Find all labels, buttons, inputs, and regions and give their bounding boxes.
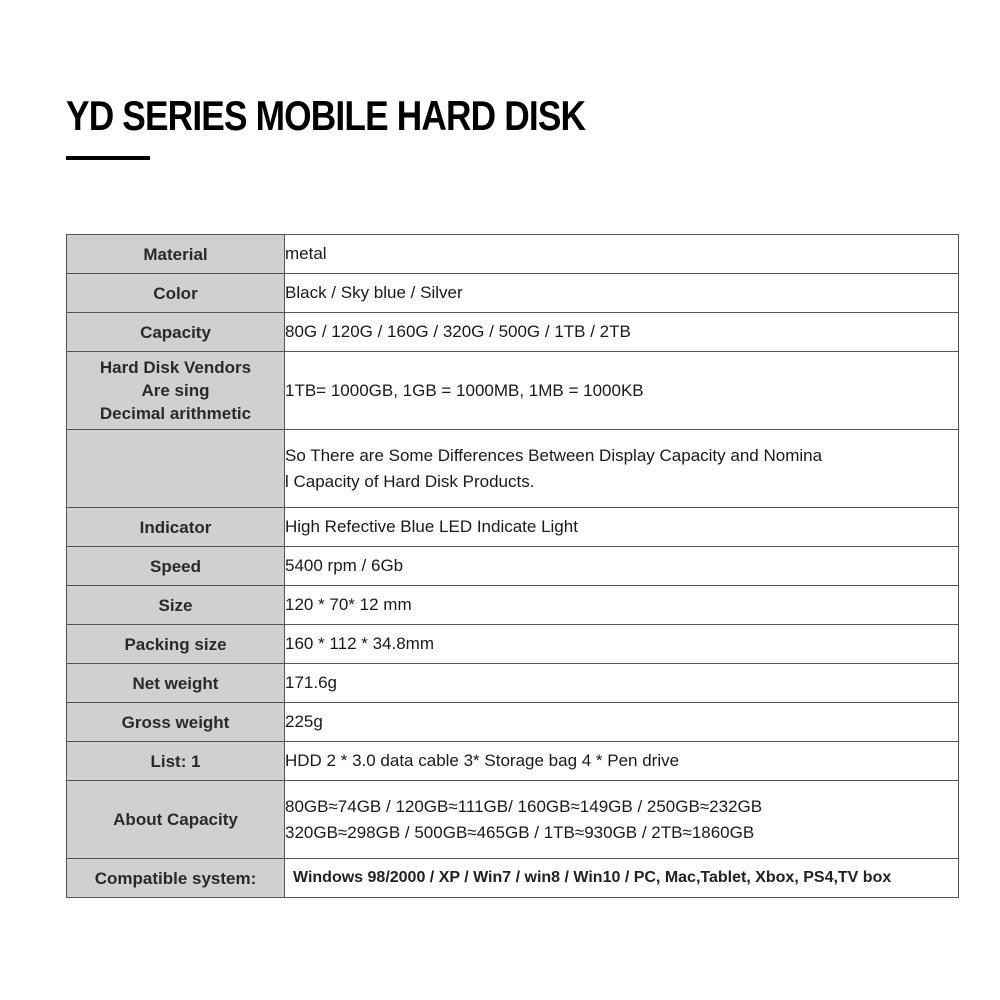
table-row-list (67, 742, 959, 781)
row-label: Indicator (67, 508, 285, 547)
row-label: Size (67, 586, 285, 625)
table-row-material (67, 235, 959, 274)
row-label: List: 1 (67, 742, 285, 781)
row-label (67, 430, 285, 508)
table-row-about-capacity (67, 781, 959, 859)
row-value: Windows 98/2000 / XP / Win7 / win8 / Win10 / PC, Mac,Tablet, Xbox, PS4,TV box (285, 859, 959, 898)
row-label: Packing size (67, 625, 285, 664)
table-row-capacity (67, 313, 959, 352)
row-value: metal (285, 235, 959, 274)
row-label: Color (67, 274, 285, 313)
row-value: 171.6g (285, 664, 959, 703)
row-value: HDD 2 * 3.0 data cable 3* Storage bag 4 * Pen drive (285, 742, 959, 781)
row-label-line: Are sing (141, 381, 210, 400)
row-label: Compatible system: (67, 859, 285, 898)
table-row-note (67, 430, 959, 508)
row-label-line: Decimal arithmetic (99, 404, 252, 423)
row-value: 225g (285, 703, 959, 742)
row-label-line: Hard Disk Vendors (99, 358, 252, 377)
title-underline (66, 156, 150, 160)
row-value: Black / Sky blue / Silver (285, 274, 959, 313)
row-label: Gross weight (67, 703, 285, 742)
row-value (285, 781, 959, 859)
table-row-vendors (67, 352, 959, 430)
table-row-compatible-system (67, 859, 959, 898)
table-row-net-weight (67, 664, 959, 703)
table-row-indicator (67, 508, 959, 547)
row-value-line: 320GB≈298GB / 500GB≈465GB / 1TB≈930GB / 2TB≈1860GB (285, 822, 755, 842)
row-label: About Capacity (67, 781, 285, 859)
spec-table (66, 234, 959, 898)
table-row-size (67, 586, 959, 625)
row-label (67, 352, 285, 430)
row-value-line: 80GB≈74GB / 120GB≈111GB/ 160GB≈149GB / 250GB≈232GB (285, 796, 763, 816)
row-value-line: So There are Some Differences Between Display Capacity and Nomina (285, 445, 823, 465)
row-value: 1TB= 1000GB, 1GB = 1000MB, 1MB = 1000KB (285, 352, 959, 430)
row-value: 120 * 70* 12 mm (285, 586, 959, 625)
row-value: 160 * 112 * 34.8mm (285, 625, 959, 664)
table-row-color (67, 274, 959, 313)
row-value: 80G / 120G / 160G / 320G / 500G / 1TB / 2TB (285, 313, 959, 352)
table-row-speed (67, 547, 959, 586)
row-value-line: l Capacity of Hard Disk Products. (285, 471, 535, 491)
page-title: YD SERIES MOBILE HARD DISK (66, 92, 586, 139)
row-label: Material (67, 235, 285, 274)
table-row-gross-weight (67, 703, 959, 742)
row-value: High Refective Blue LED Indicate Light (285, 508, 959, 547)
row-label: Speed (67, 547, 285, 586)
table-row-packing-size (67, 625, 959, 664)
row-value: 5400 rpm / 6Gb (285, 547, 959, 586)
row-label: Net weight (67, 664, 285, 703)
row-value (285, 430, 959, 508)
row-label: Capacity (67, 313, 285, 352)
